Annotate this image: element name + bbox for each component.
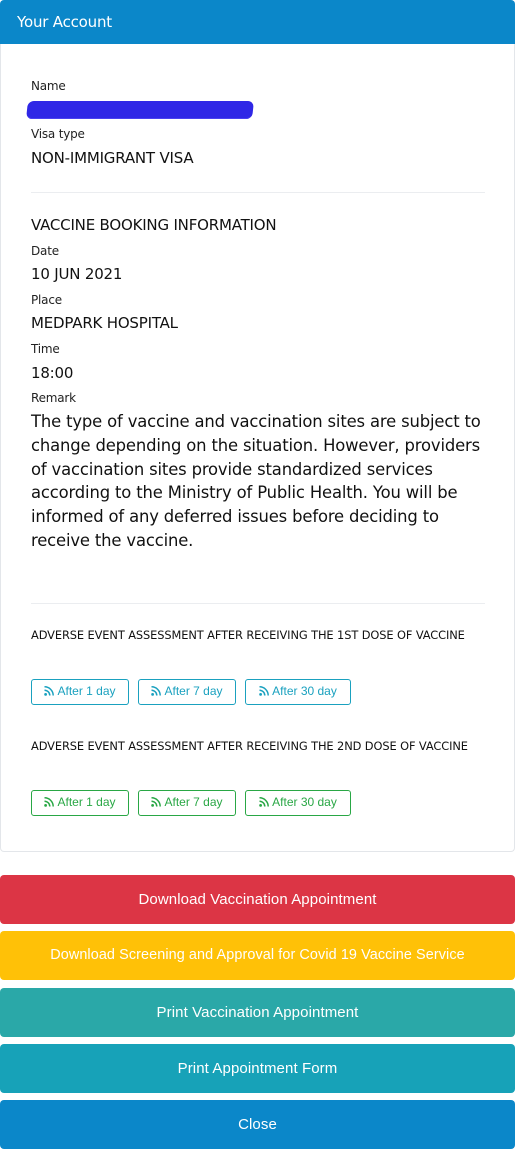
rss-feed-icon <box>259 686 269 696</box>
divider <box>31 192 485 193</box>
dose2-after-30-day-button[interactable] <box>245 790 351 816</box>
dose2-assessment-title: ADVERSE EVENT ASSESSMENT AFTER RECEIVING THE 2ND DOSE OF VACCINE <box>31 739 468 753</box>
button-label: After 30 day <box>272 684 337 698</box>
rss-feed-icon <box>151 686 161 696</box>
close-button[interactable] <box>0 1100 515 1149</box>
button-label: After 30 day <box>272 795 337 809</box>
download-vaccination-appointment-button[interactable] <box>0 875 515 924</box>
visa-type-value: NON-IMMIGRANT VISA <box>31 149 194 167</box>
rss-feed-icon <box>151 797 161 807</box>
dose1-assessment-title: ADVERSE EVENT ASSESSMENT AFTER RECEIVING THE 1ST DOSE OF VACCINE <box>31 628 465 642</box>
booking-heading: VACCINE BOOKING INFORMATION <box>31 216 277 234</box>
button-label: Download Screening and Approval for Covid 19 Vaccine Service <box>50 947 465 963</box>
button-label: Print Vaccination Appointment <box>156 1004 359 1021</box>
date-label: Date <box>31 244 59 258</box>
button-label: After 1 day <box>57 684 116 698</box>
time-value: 18:00 <box>31 364 74 382</box>
rss-feed-icon <box>44 686 54 696</box>
header-title: Your Account <box>17 13 112 31</box>
place-value: MEDPARK HOSPITAL <box>31 314 178 332</box>
button-label: Close <box>238 1116 277 1133</box>
button-label: After 1 day <box>57 795 116 809</box>
dose1-after-7-day-button[interactable] <box>138 679 236 705</box>
remark-label: Remark <box>31 391 76 405</box>
visa-type-label: Visa type <box>31 127 85 141</box>
time-label: Time <box>31 342 60 356</box>
redacted-name <box>26 101 254 119</box>
rss-feed-icon <box>44 797 54 807</box>
button-label: Print Appointment Form <box>177 1060 338 1077</box>
button-label: Download Vaccination Appointment <box>138 891 377 908</box>
name-label: Name <box>31 79 66 93</box>
account-header <box>0 0 515 44</box>
print-appointment-form-button[interactable] <box>0 1044 515 1093</box>
place-label: Place <box>31 293 62 307</box>
dose2-after-7-day-button[interactable] <box>138 790 236 816</box>
rss-feed-icon <box>259 797 269 807</box>
download-screening-approval-button[interactable] <box>0 931 515 980</box>
remark-value: The type of vaccine and vaccination sites are subject to change depending on the situation. However, providers of vaccination sites provide standardized services according to the Ministry of Public Health. You will be informed of any deferred issues before deciding to receive the vaccine. <box>31 412 481 550</box>
dose2-after-1-day-button[interactable] <box>31 790 129 816</box>
dose1-after-1-day-button[interactable] <box>31 679 129 705</box>
divider <box>31 603 485 604</box>
date-value: 10 JUN 2021 <box>31 265 123 283</box>
button-label: After 7 day <box>164 684 223 698</box>
dose1-after-30-day-button[interactable] <box>245 679 351 705</box>
button-label: After 7 day <box>164 795 223 809</box>
print-vaccination-appointment-button[interactable] <box>0 988 515 1037</box>
